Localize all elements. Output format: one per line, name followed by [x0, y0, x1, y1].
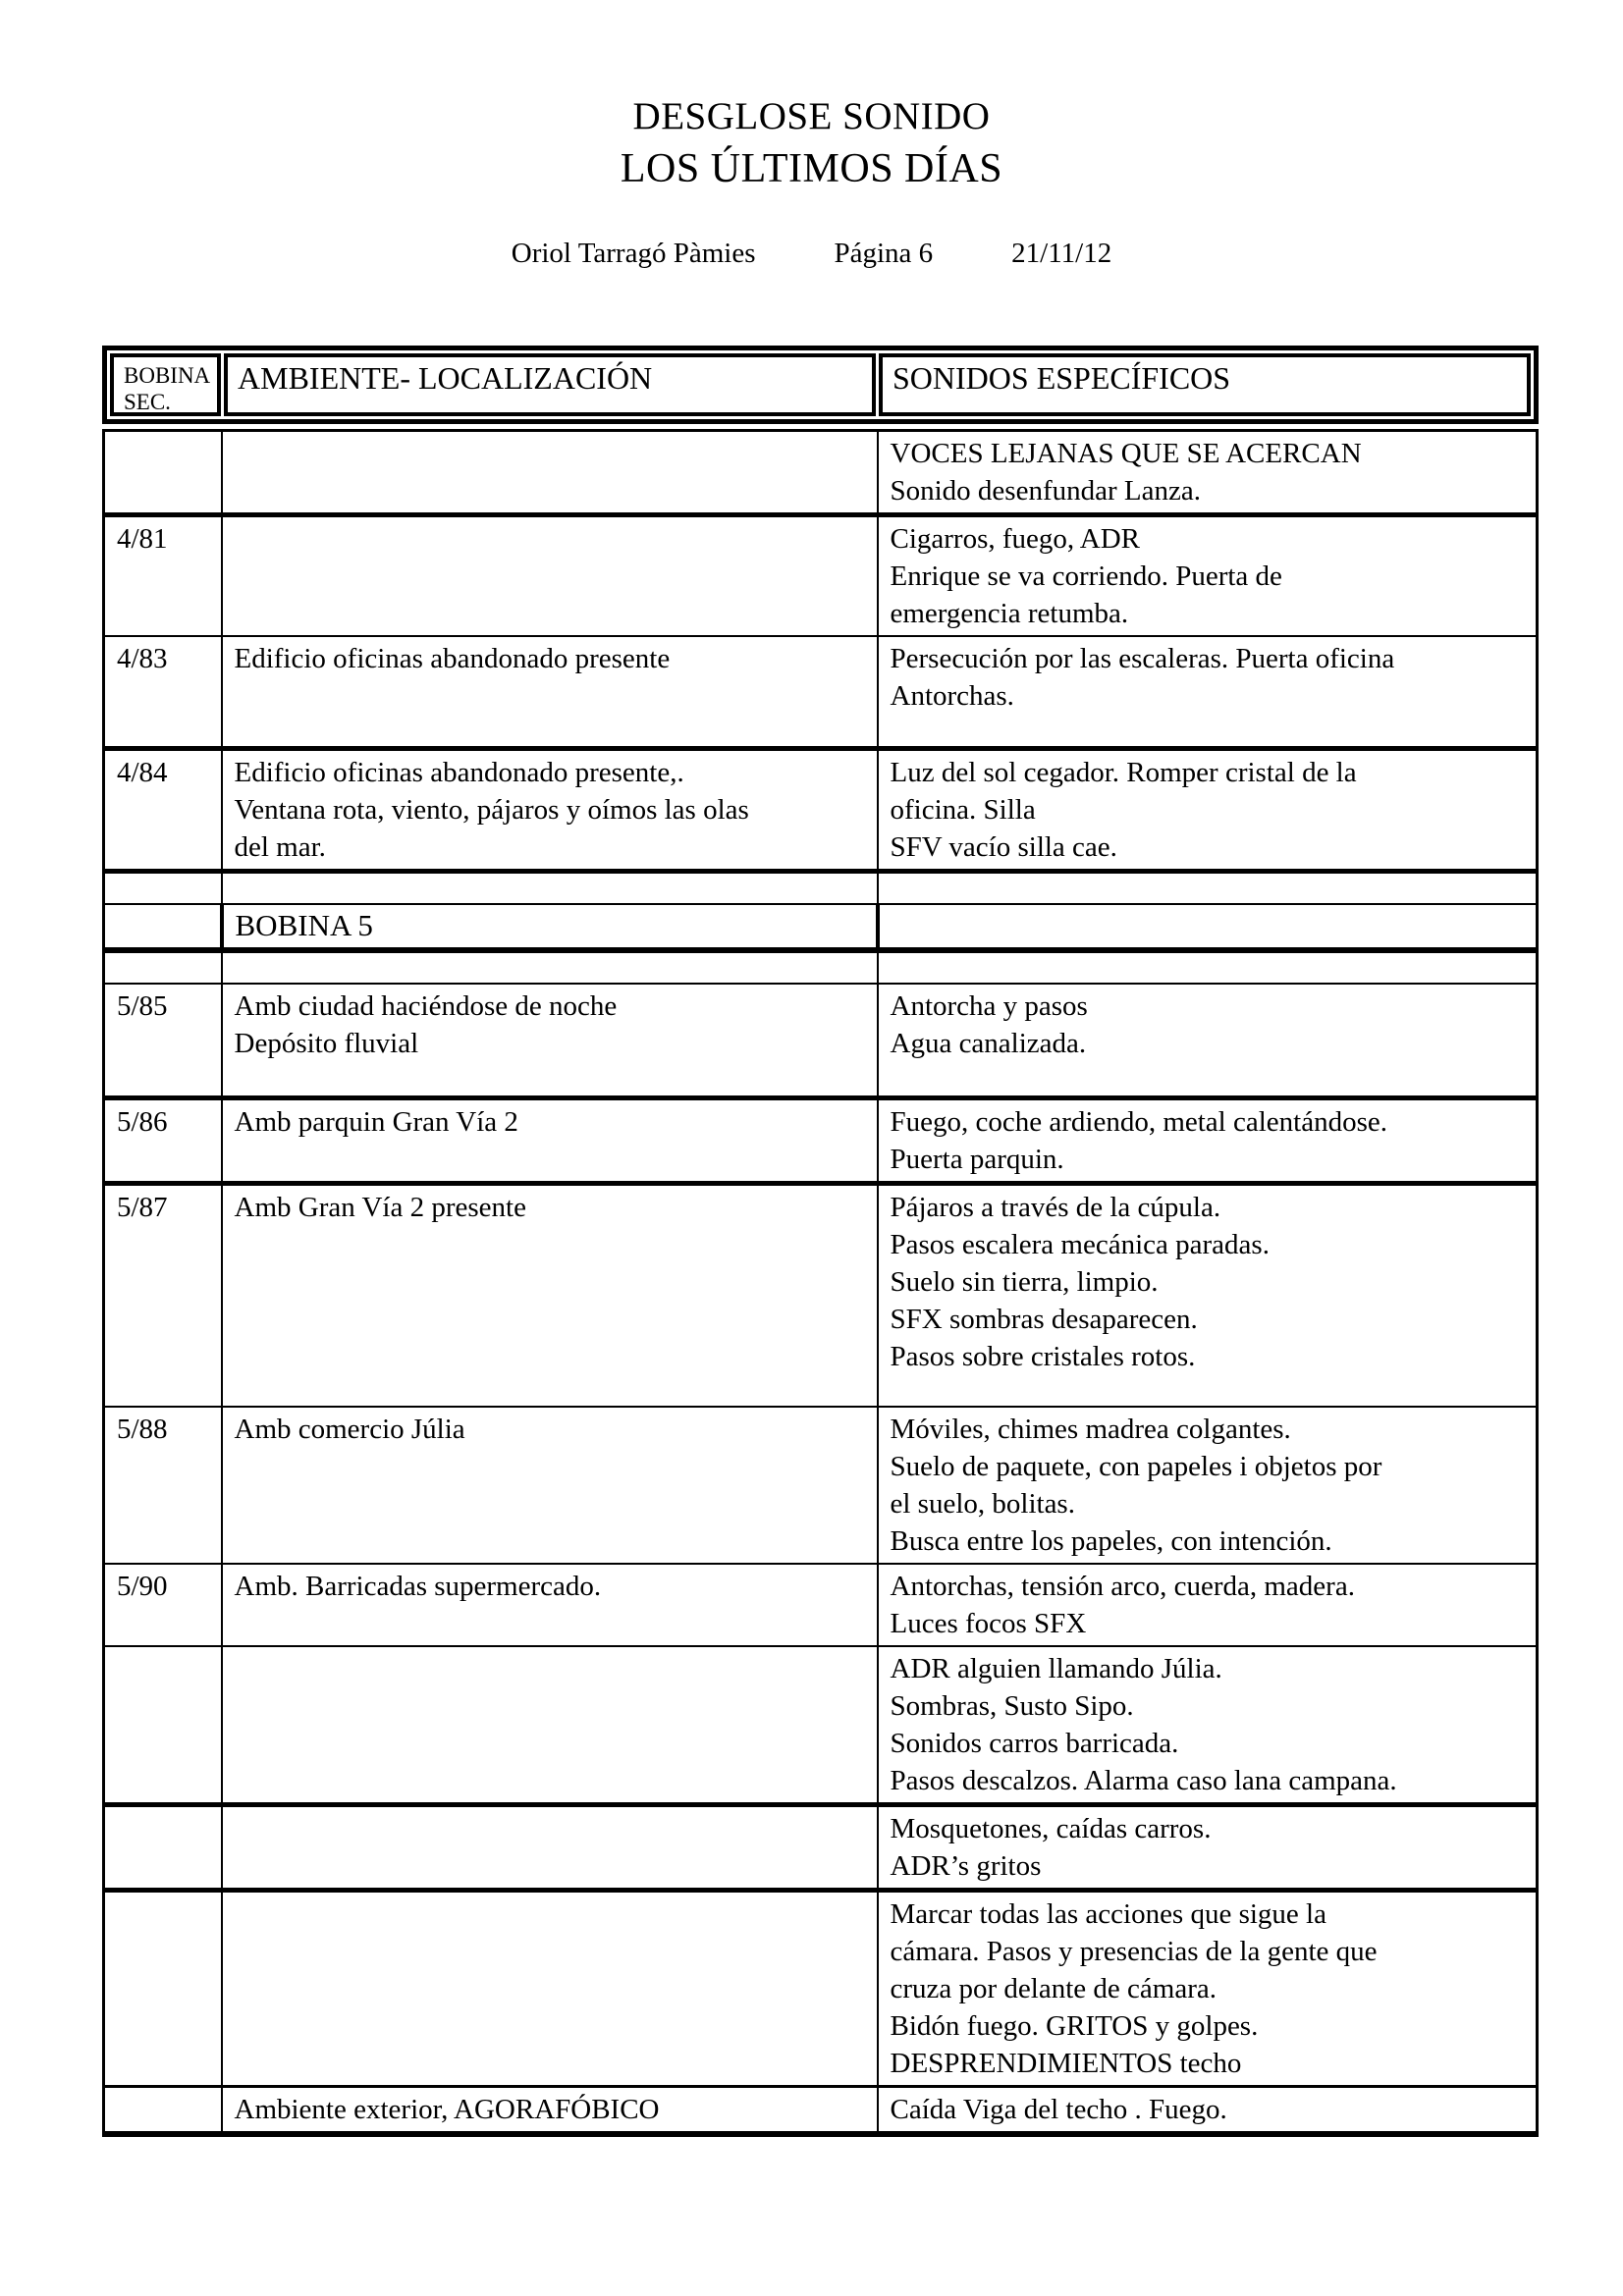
text-line: Agua canalizada.: [890, 1028, 1087, 1059]
text-line: del mar.: [234, 830, 326, 863]
cell-bobina: [104, 431, 222, 515]
cell-sonidos: [878, 871, 1538, 904]
text-line: 4/83: [117, 643, 168, 674]
cell-ambiente: [222, 1407, 878, 1564]
text-line: Amb Gran Vía 2 presente: [234, 1191, 526, 1223]
header-bobina-line1: BOBINA: [124, 363, 211, 388]
text-line: Puerta parquin.: [890, 1143, 1064, 1175]
text-line: Amb. Barricadas supermercado.: [234, 1571, 602, 1602]
table-row: [104, 636, 1538, 748]
text-line: 4/81: [117, 523, 168, 555]
cell-bobina: [104, 984, 222, 1097]
cell-sonidos: [878, 904, 1538, 950]
text-line: Sombras, Susto Sipo.: [890, 1690, 1134, 1722]
table-row: [104, 1564, 1538, 1646]
text-line: Luces focos SFX: [890, 1608, 1087, 1639]
cell-sonidos: [878, 1564, 1538, 1646]
cell-ambiente: [222, 636, 878, 748]
text-line: Pasos descalzos. Alarma caso lana campana.: [890, 1765, 1397, 1796]
table-row: [104, 515, 1538, 637]
text-line: Persecución por las escaleras. Puerta oficina: [890, 643, 1395, 674]
cell-ambiente: [222, 871, 878, 904]
text-line: Busca entre los papeles, con intención.: [890, 1525, 1332, 1557]
cell-bobina: [104, 950, 222, 984]
text-line: Depósito fluvial: [234, 1028, 419, 1059]
cell-ambiente: [222, 1891, 878, 2087]
text-line: BOBINA 5: [235, 908, 373, 942]
text-line: Luz del sol cegador. Romper cristal de la: [890, 756, 1357, 788]
cell-bobina: [104, 1407, 222, 1564]
table-row: [104, 2087, 1538, 2135]
document-title: DESGLOSE SONIDO: [632, 95, 991, 137]
text-line: Caída Viga del techo . Fuego.: [890, 2094, 1227, 2125]
header-bobina-line2: SEC.: [124, 390, 171, 414]
document-subtitle: LOS ÚLTIMOS DÍAS: [620, 146, 1003, 191]
text-line: ADR’s gritos: [890, 1850, 1042, 1882]
cell-ambiente: [222, 431, 878, 515]
text-line: Antorchas.: [890, 680, 1014, 712]
cell-sonidos: [878, 2087, 1538, 2135]
cell-sonidos: [878, 1805, 1538, 1891]
text-line: cámara. Pasos y presencias de la gente que: [890, 1936, 1378, 1967]
cell-sonidos: [878, 984, 1538, 1097]
text-line: VOCES LEJANAS QUE SE ACERCAN: [890, 438, 1362, 469]
table-row: [104, 431, 1538, 515]
text-line: Mosquetones, caídas carros.: [890, 1813, 1212, 1844]
table-row: [104, 748, 1538, 871]
cell-ambiente: [222, 2087, 878, 2135]
cell-bobina: [104, 1183, 222, 1407]
cell-bobina: [104, 2087, 222, 2135]
table-header: [102, 346, 1539, 424]
cell-bobina: [104, 1564, 222, 1646]
text-line: Sonido desenfundar Lanza.: [890, 475, 1201, 507]
text-line: 4/84: [117, 756, 168, 788]
cell-ambiente: [222, 1097, 878, 1183]
table-body-grid: [102, 429, 1539, 2137]
cell-ambiente: [222, 1646, 878, 1805]
byline: [0, 238, 1623, 270]
cell-sonidos: [878, 431, 1538, 515]
cell-ambiente: [222, 515, 878, 637]
cell-sonidos: [878, 1097, 1538, 1183]
cell-bobina: [104, 1097, 222, 1183]
cell-sonidos: [878, 1646, 1538, 1805]
text-line: SFV vacío silla cae.: [890, 830, 1117, 863]
cell-bobina: [104, 1891, 222, 2087]
text-line: ADR alguien llamando Júlia.: [890, 1653, 1222, 1684]
sound-breakdown-table: [102, 346, 1539, 2137]
cell-sonidos: [878, 950, 1538, 984]
header-sonidos-especificos: SONIDOS ESPECÍFICOS: [879, 353, 1531, 416]
header-bobina-sec: [110, 353, 221, 416]
table-row: [104, 1097, 1538, 1183]
text-line: 5/85: [117, 990, 168, 1022]
page-number: Página 6: [834, 238, 934, 269]
header-ambiente-localizacion: AMBIENTE- LOCALIZACIÓN: [224, 353, 876, 416]
cell-bobina: [104, 636, 222, 748]
text-line: SFX sombras desaparecen.: [890, 1303, 1198, 1335]
cell-sonidos: [878, 1407, 1538, 1564]
table-row: [104, 1805, 1538, 1891]
text-line: Ambiente exterior, AGORAFÓBICO: [234, 2094, 660, 2125]
text-line: 5/87: [117, 1191, 168, 1223]
text-line: Pájaros a través de la cúpula.: [890, 1191, 1221, 1223]
table-row: [104, 1183, 1538, 1407]
text-line: Ventana rota, viento, pájaros y oímos las olas: [234, 793, 749, 826]
text-line: Amb parquin Gran Vía 2: [234, 1105, 518, 1138]
text-line: Antorcha y pasos: [890, 990, 1088, 1022]
text-line: Móviles, chimes madrea colgantes.: [890, 1414, 1291, 1445]
cell-bobina: [104, 904, 222, 950]
table-row: [104, 984, 1538, 1097]
text-line: Fuego, coche ardiendo, metal calentándose.: [890, 1105, 1387, 1138]
cell-ambiente: [222, 1564, 878, 1646]
text-line: Suelo de paquete, con papeles i objetos por: [890, 1451, 1382, 1482]
text-line: Bidón fuego. GRITOS y golpes.: [890, 2010, 1259, 2042]
cell-ambiente: [222, 984, 878, 1097]
text-line: Sonidos carros barricada.: [890, 1728, 1179, 1759]
cell-bobina: [104, 1646, 222, 1805]
table-row: [104, 1646, 1538, 1805]
text-line: cruza por delante de cámara.: [890, 1973, 1217, 2004]
table-body: [104, 431, 1538, 2135]
text-line: Pasos escalera mecánica paradas.: [890, 1228, 1270, 1260]
text-line: Edificio oficinas abandonado presente: [234, 643, 671, 674]
cell-sonidos: [878, 515, 1538, 637]
text-line: Pasos sobre cristales rotos.: [890, 1340, 1196, 1372]
text-line: Cigarros, fuego, ADR: [890, 523, 1141, 555]
cell-ambiente: [222, 1805, 878, 1891]
cell-bobina: [104, 515, 222, 637]
cell-sonidos: [878, 748, 1538, 871]
table-row: [104, 1407, 1538, 1564]
cell-ambiente: [222, 1183, 878, 1407]
spacer-row: [104, 950, 1538, 984]
text-line: Edificio oficinas abandonado presente,.: [234, 756, 684, 788]
cell-bobina: [104, 748, 222, 871]
table-row: [104, 1891, 1538, 2087]
text-line: DESPRENDIMIENTOS techo: [890, 2048, 1242, 2079]
spacer-row: [104, 871, 1538, 904]
cell-ambiente: [222, 950, 878, 984]
cell-sonidos: [878, 1891, 1538, 2087]
text-line: Antorchas, tensión arco, cuerda, madera.: [890, 1571, 1355, 1602]
text-line: 5/88: [117, 1414, 168, 1445]
cell-bobina: [104, 871, 222, 904]
text-line: oficina. Silla: [890, 793, 1036, 826]
document-date: 21/11/12: [1011, 238, 1112, 269]
text-line: Amb ciudad haciéndose de noche: [234, 990, 618, 1022]
text-line: emergencia retumba.: [890, 598, 1129, 629]
text-line: 5/90: [117, 1571, 168, 1602]
text-line: Amb comercio Júlia: [234, 1414, 465, 1445]
cell-ambiente: [222, 904, 878, 950]
author-name: Oriol Tarragó Pàmies: [511, 238, 756, 269]
cell-sonidos: [878, 1183, 1538, 1407]
text-line: Suelo sin tierra, limpio.: [890, 1265, 1159, 1298]
text-line: 5/86: [117, 1105, 168, 1138]
text-line: el suelo, bolitas.: [890, 1488, 1075, 1520]
text-line: Marcar todas las acciones que sigue la: [890, 1898, 1326, 1930]
cell-bobina: [104, 1805, 222, 1891]
cell-sonidos: [878, 636, 1538, 748]
section-row: [104, 904, 1538, 950]
cell-ambiente: [222, 748, 878, 871]
text-line: Enrique se va corriendo. Puerta de: [890, 561, 1282, 592]
